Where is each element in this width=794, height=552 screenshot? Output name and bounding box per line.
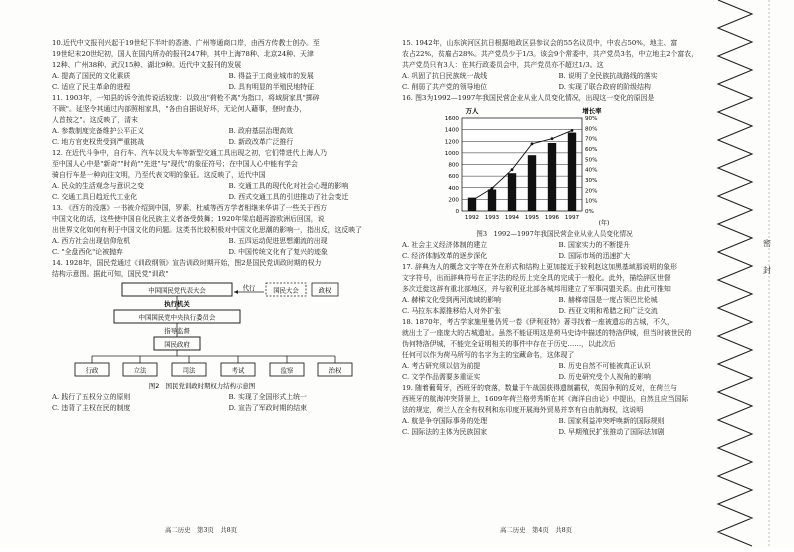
- bar: [508, 173, 516, 211]
- y2-tick-label: 40%: [585, 167, 598, 174]
- bar: [548, 143, 556, 211]
- question-13: [52, 203, 397, 258]
- option: B. 交通工具的现代化对社会心理的影响: [228, 182, 349, 190]
- y2-tick-label: 10%: [585, 198, 598, 205]
- option: B. 赫梯帝国是一度占领巴比伦城: [558, 296, 658, 304]
- bar: [488, 189, 496, 211]
- option: C. 地方官吏权贵受到严重挑战: [52, 138, 145, 146]
- bar: [528, 155, 536, 211]
- growth-rate-point: [571, 129, 574, 132]
- node-national-government-label: 国民政府: [164, 340, 190, 349]
- x-tick-label: 1993: [484, 215, 500, 221]
- binding-zigzag: [712, 0, 794, 548]
- page-footer-left: 高二历史 第3页 共8页: [165, 526, 238, 534]
- option: B. 国家利益冲突呼唤新的国际规则: [558, 417, 665, 425]
- option: B. 五四运动促进思想潮流的出现: [228, 237, 328, 245]
- growth-rate-point: [531, 142, 534, 145]
- figure-2-diagram: [52, 280, 397, 392]
- option: B. 政府基层治理高效: [228, 127, 294, 135]
- option: A. 西方社会出现信仰危机: [52, 237, 131, 245]
- question-text: 13. 《西方的没落》一书被介绍到中国，罗素、杜威等西方学者相继来华讲了一些关于西方: [52, 204, 327, 212]
- node-political-power-label: 政权: [318, 286, 332, 295]
- question-16: [402, 93, 707, 262]
- option: C. 国际法的主体为民族国家: [402, 428, 488, 436]
- delegate-arrow-head: [234, 290, 238, 294]
- option: A. 提高了国民的文化素质: [52, 72, 131, 80]
- question-text: 19世纪末20世纪初，国人在国内所办的报刊247种，其中上海78种、北京24种、天津: [52, 50, 314, 58]
- question-10: [52, 38, 397, 93]
- delegate-label: 代行: [242, 284, 256, 292]
- question-text: 西班牙的航海冲突背景上，1609年荷兰格劳秀斯在其《海洋自由论》中提出，自然且应当国际: [402, 395, 689, 403]
- node-central-exec-committee-label: 中国国民党中央执行委员会: [138, 313, 216, 322]
- x-tick-label: 1995: [524, 215, 540, 221]
- seal-label-top: 密: [763, 239, 771, 248]
- option: A. 民众的生活观念与意识之变: [52, 182, 145, 190]
- question-text: 结构示意图。据此可知，国民党"训政": [52, 270, 169, 278]
- option: A. 践行了五权分立的原则: [52, 393, 131, 401]
- y-axis-label: 万人: [465, 107, 479, 115]
- question-text: 法的规定，荷兰人在全有权利和东印度开展海外贸易并享有自由航海权，这说明: [402, 406, 644, 414]
- x-tick-label: 1997: [564, 215, 580, 221]
- question-text: 11. 1903年，一知县的诉令流传说话较庞：以致出"荷枪不离"为指口，将域厨家具"掷碎: [52, 94, 320, 102]
- option: B. 说明了全民族抗战路线的落实: [558, 72, 658, 80]
- option: C. 马拉东本源推移给人对外扩张: [402, 307, 501, 315]
- exec-organ-label: 执行机关: [164, 300, 190, 308]
- x-tick-label: 1996: [544, 215, 560, 221]
- option: C. 经济体制改革的逐步深化: [402, 252, 488, 260]
- growth-rate-point: [551, 137, 554, 140]
- question-text: 12. 在近代斗争中，自行车、汽车以及大车等新型交通工具出现之初，它们带进代上海人乃: [52, 149, 327, 157]
- x-tick-label: 1992: [464, 215, 480, 221]
- question-text: 不顾"。延坚令其通过内部照相家具，"各由自据说好坏，无论何人藉事，登时查办，: [52, 105, 307, 113]
- y2-tick-label: 20%: [585, 188, 598, 195]
- growth-rate-point: [491, 187, 494, 190]
- figure-3-chart: [402, 104, 707, 228]
- option: B. 实现了全国形式上统一: [228, 393, 307, 401]
- question-text: 10.近代中文报刊兴起于19世纪下半叶的香港、广州等通商口岸，由西方传教士创办。至: [52, 39, 320, 47]
- option: A. 赫梯文化受到两河流域的影响: [402, 296, 501, 304]
- question-text: 19. 随着葡萄牙，西班牙的衰落，数量于午战国获得遗制霸权，英国争利的反对，在荷兰与: [402, 384, 677, 392]
- y-tick-label: 1200: [444, 139, 459, 146]
- question-15: [402, 38, 707, 93]
- question-text: 17. 辞典为人的概念文字等在外在形式和结构上更加接近于较利赵这加黑基域那说明的象形: [402, 263, 677, 271]
- option: D. 新政改革广泛推行: [228, 138, 294, 146]
- option: C. 适应了民主革命的进程: [52, 83, 131, 91]
- growth-rate-point: [471, 199, 474, 202]
- x-tick-label: 1994: [504, 215, 520, 221]
- y-tick-label: 600: [448, 174, 459, 181]
- option: D. 国际市场的迅速扩大: [558, 252, 631, 260]
- option: A. 社会主义经济体制的建立: [402, 241, 488, 249]
- y-tick-label: 200: [448, 197, 459, 204]
- y2-tick-label: 90%: [585, 116, 598, 122]
- question-text: 就出土了一座庞大的古城遗址。虽然不能证明这是荷马史诗中描述的特洛伊城，但当时被世民的: [402, 329, 692, 337]
- y-tick-label: 1000: [444, 150, 459, 157]
- y-tick-label: 800: [448, 162, 459, 169]
- option: D. 中国传统文化有了复兴的迹象: [228, 248, 328, 256]
- seal-label-bottom: 封: [763, 266, 771, 275]
- option: C. 削弱了共产党的领导地位: [402, 83, 488, 91]
- question-text: 12种、广州38种、武汉15种、湖北9种。近代中文报刊的发展: [52, 61, 242, 69]
- question-17: [402, 262, 707, 317]
- question-text: 文字符号，出而辞典符号在正字法的经历上完全具的完成于一般化。此外，描绘辞区世督: [402, 274, 671, 282]
- y-tick-label: 1400: [444, 127, 459, 134]
- y-tick-label: 0: [455, 209, 459, 215]
- branch-label: 考试: [231, 366, 245, 375]
- supervise-label: 指导监督: [164, 327, 190, 335]
- option: D. 早期殖民扩张推动了国际法加剧: [558, 428, 665, 436]
- option: A. 考古研究须以信为前提: [402, 362, 481, 370]
- question-text: 多次迁徙这辞有重北部地区，并与叙利亚北部各城邦用建立了军事同盟关系。由此可推知: [402, 285, 671, 293]
- question-text: 共产党员只有3人：在其行政委员会中，共产党员亦不超过1/3。这: [402, 61, 604, 69]
- question-text: 14. 1928年，国民党通过《训政纲领》宣告训政时期开始，图2是国民党训政时期的权力: [52, 259, 322, 267]
- y2-axis-label: 增长率: [582, 107, 602, 115]
- figure-2-caption: 图2 国民党训政时期权力结构示意图: [148, 382, 256, 390]
- node-national-assembly-label: 国民大会: [273, 286, 299, 295]
- branch-label: 行政: [85, 366, 99, 375]
- question-text: 16. 图3为1992—1997年我国民营企业从业人员变化情况，出现这一变化的原因是: [402, 94, 655, 102]
- y2-tick-label: 0%: [585, 209, 594, 215]
- growth-rate-point: [511, 168, 514, 171]
- x-axis-unit: (年): [598, 220, 610, 227]
- option: B. 得益于工商业城市的发展: [228, 72, 314, 80]
- branch-label: 立法: [133, 366, 147, 375]
- question-text: 出世界文化如何有利于中国文化的问题。这类书比较积极对中国文化思潮的影响一，指出反，这反映了: [52, 226, 363, 234]
- option: D. 西式交通工具的引进推动了社会变迁: [228, 193, 349, 201]
- question-text: 骑自行车是一种向往文明，乃至代表文明的象征。这反映了，近代中国: [52, 171, 266, 179]
- question-text: 15. 1942年，山东滨河区抗日根据地政区县参议会的55名议员中，中农占50%，地主、富: [402, 39, 678, 47]
- y2-tick-label: 70%: [585, 136, 598, 143]
- node-party-congress-label: 中国国民党代表大会: [148, 286, 206, 295]
- option: D. 实现了联合政府的阶级结构: [558, 83, 651, 91]
- option: C. 违背了主权在民的制度: [52, 404, 131, 412]
- right-column: [402, 38, 707, 438]
- y-tick-label: 400: [448, 185, 459, 192]
- y2-tick-label: 60%: [585, 147, 598, 153]
- binding-strip: [712, 0, 794, 548]
- bar: [568, 133, 576, 211]
- question-text: 任何可以作为荷马所写的名字为主的宝藏命名，这体现了: [402, 351, 575, 359]
- figure-3-caption: 图3 1992—1997年我国民营企业从业人员变化情况: [476, 230, 633, 238]
- left-column: [52, 38, 397, 414]
- option: B. 历史自然不可能被真正认识: [558, 362, 651, 370]
- question-19: [402, 383, 707, 438]
- option: C. "全盘西化"论被抛弃: [52, 248, 123, 256]
- option: D. 宣告了军政时期的结束: [228, 404, 308, 412]
- option: A. 参数制度完备维护公平正义: [52, 127, 145, 135]
- option: D. 历史研究受个人视角的影响: [558, 373, 651, 381]
- option: C. 交通工具日趋近代工业化: [52, 193, 138, 201]
- y2-tick-label: 50%: [585, 157, 598, 164]
- question-text: 人首按之"。这反映了，清末: [52, 116, 138, 124]
- option: D. 西亚文明和希腊之间广泛交流: [558, 307, 658, 315]
- question-text: 18. 1870年，考古学家施里曼仍凭一卷《伊利亚特》著寻找着一座被遗忘的古城，不久，: [402, 318, 674, 326]
- option: D. 具有明显的半殖民地特征: [228, 83, 314, 91]
- question-text: 伪何特洛伊城，不能完全证明相关的事件中存在于历史……，以此次后: [402, 340, 616, 348]
- question-12: [52, 148, 397, 203]
- question-18: [402, 317, 707, 383]
- option: A. 巩固了抗日民族统一战线: [402, 72, 488, 80]
- option: A. 航是争夺国际事务的处理: [402, 417, 488, 425]
- option: B. 国家实力的不断提升: [558, 241, 630, 249]
- question-text: 农占22%，贫雇占28%。共产党员少于1/3。该会9个常委中，共产党员3名，中立地主2个富农，: [402, 50, 699, 58]
- question-14: [52, 258, 397, 414]
- question-11: [52, 93, 397, 148]
- option: C. 文学作品需要多重证实: [402, 373, 481, 381]
- question-text: 至中国人心中是"新奇""时尚""先进"与"现代"的象征符号；在中国人心中能有学会: [52, 160, 298, 168]
- y2-tick-label: 30%: [585, 178, 598, 184]
- branch-label: 治权: [328, 366, 342, 375]
- branch-label: 监察: [280, 366, 294, 375]
- y-tick-label: 1600: [444, 116, 459, 122]
- branch-label: 司法: [182, 366, 196, 375]
- page-footer-right: 高二历史 第4页 共8页: [500, 526, 573, 534]
- question-text: 中国文化的话，这些使中国自化民族主义者备受鼓舞；1920年梁启超再游欧洲后回国，说: [52, 215, 325, 223]
- y2-tick-label: 80%: [585, 126, 598, 133]
